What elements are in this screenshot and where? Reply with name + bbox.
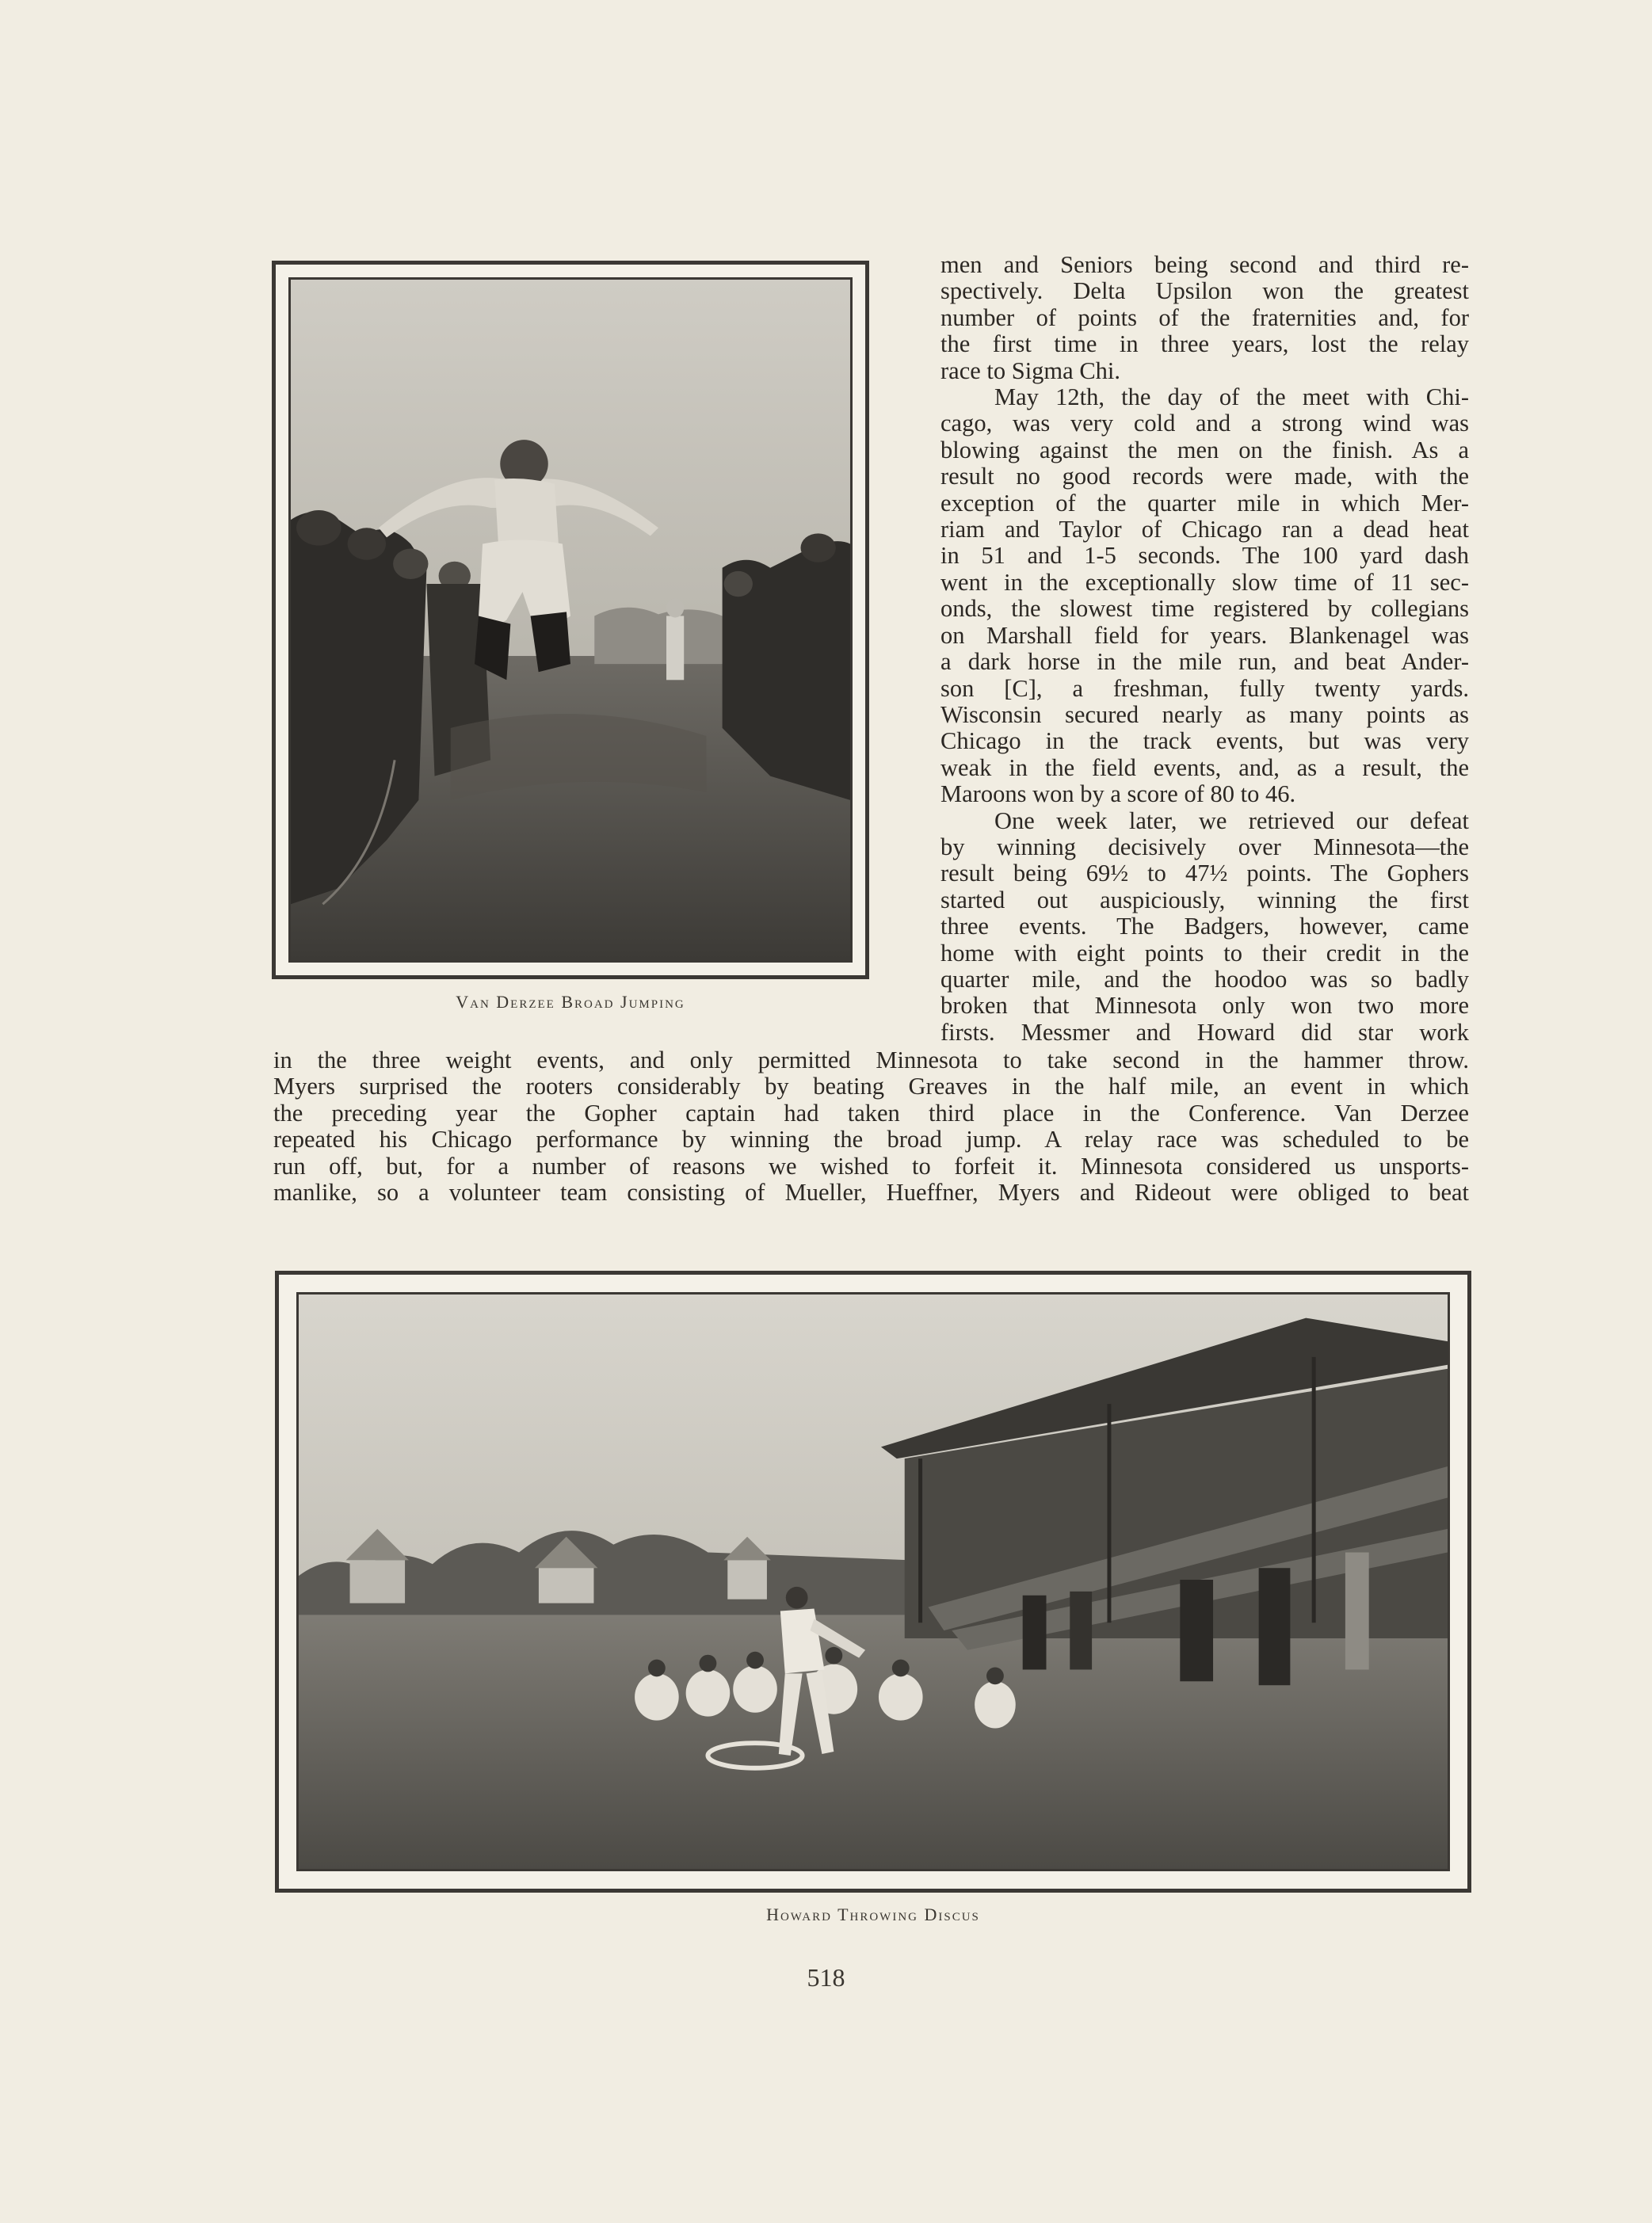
broad-jump-caption: Van Derzee Broad Jumping (456, 992, 685, 1012)
discus-caption: Howard Throwing Discus (766, 1905, 980, 1924)
text-line: home with eight points to their credit in the (940, 939, 1469, 967)
text-line: One week later, we retrieved our defeat (994, 806, 1469, 834)
text-line: started out auspiciously, winning the first (940, 886, 1469, 913)
column-text (940, 252, 1469, 1046)
broad-jump-photo-image (291, 280, 850, 960)
text-line: spectively. Delta Upsilon won the greatest (940, 277, 1469, 305)
discus-photo-frame (275, 1271, 1471, 1893)
text-line: three events. The Badgers, however, came (940, 913, 1469, 940)
text-line: result being 69½ to 47½ points. The Gophers (940, 860, 1469, 887)
text-line: quarter mile, and the hoodoo was so badly (940, 965, 1469, 993)
text-line: broken that Minnesota only won two more (940, 992, 1469, 1020)
full-width-text (273, 1047, 1469, 1206)
text-line: Maroons won by a score of 80 to 46. (940, 780, 1296, 808)
text-line: onds, the slowest time registered by collegians (940, 595, 1469, 623)
discus-photo-image (299, 1295, 1448, 1869)
text-line: cago, was very cold and a strong wind was (940, 410, 1469, 437)
text-line: result no good records were made, with the (940, 463, 1469, 490)
discus-photo (296, 1292, 1450, 1871)
broad-jump-photo-frame (272, 261, 869, 979)
text-line: on Marshall field for years. Blankenagel was (940, 621, 1469, 649)
text-line: blowing against the men on the finish. As a (940, 436, 1469, 463)
text-line: by winning decisively over Minnesota—the (940, 833, 1469, 860)
text-line: the first time in three years, lost the relay (940, 330, 1469, 358)
text-line: manlike, so a volunteer team consisting of Mueller, Hueffner, Myers and Rideout were obliged to beat (273, 1179, 1469, 1207)
text-line: a dark horse in the mile run, and beat Ander- (940, 648, 1469, 676)
text-line: the preceding year the Gopher captain had taken third place in the Conference. Van Derzee (273, 1099, 1469, 1127)
text-line: repeated his Chicago performance by winning the broad jump. A relay race was scheduled to be (273, 1126, 1469, 1153)
text-line: in 51 and 1-5 seconds. The 100 yard dash (940, 542, 1469, 570)
text-line: number of points of the fraternities and, for (940, 303, 1469, 331)
text-line: race to Sigma Chi. (940, 357, 1121, 384)
text-line: exception of the quarter mile in which Mer- (940, 489, 1469, 517)
text-line: went in the exceptionally slow time of 11 sec- (940, 568, 1469, 596)
text-line: firsts. Messmer and Howard did star work (940, 1018, 1469, 1046)
text-line: weak in the field events, and, as a result, the (940, 753, 1469, 781)
text-line: Wisconsin secured nearly as many points as (940, 700, 1469, 728)
text-line: May 12th, the day of the meet with Chi- (994, 383, 1469, 411)
text-line: Chicago in the track events, but was very (940, 727, 1469, 755)
text-line: in the three weight events, and only permitted Minnesota to take second in the hammer throw. (273, 1047, 1469, 1073)
broad-jump-photo (288, 277, 853, 963)
text-line: riam and Taylor of Chicago ran a dead heat (940, 516, 1469, 543)
page-number: 518 (807, 1963, 845, 1992)
text-line: men and Seniors being second and third re- (940, 251, 1469, 278)
text-line: son [C], a freshman, fully twenty yards. (940, 674, 1469, 702)
text-line: Myers surprised the rooters considerably by beating Greaves in the half mile, an event in which (273, 1073, 1469, 1100)
text-line: run off, but, for a number of reasons we wished to forfeit it. Minnesota considered us unsports- (273, 1152, 1469, 1180)
